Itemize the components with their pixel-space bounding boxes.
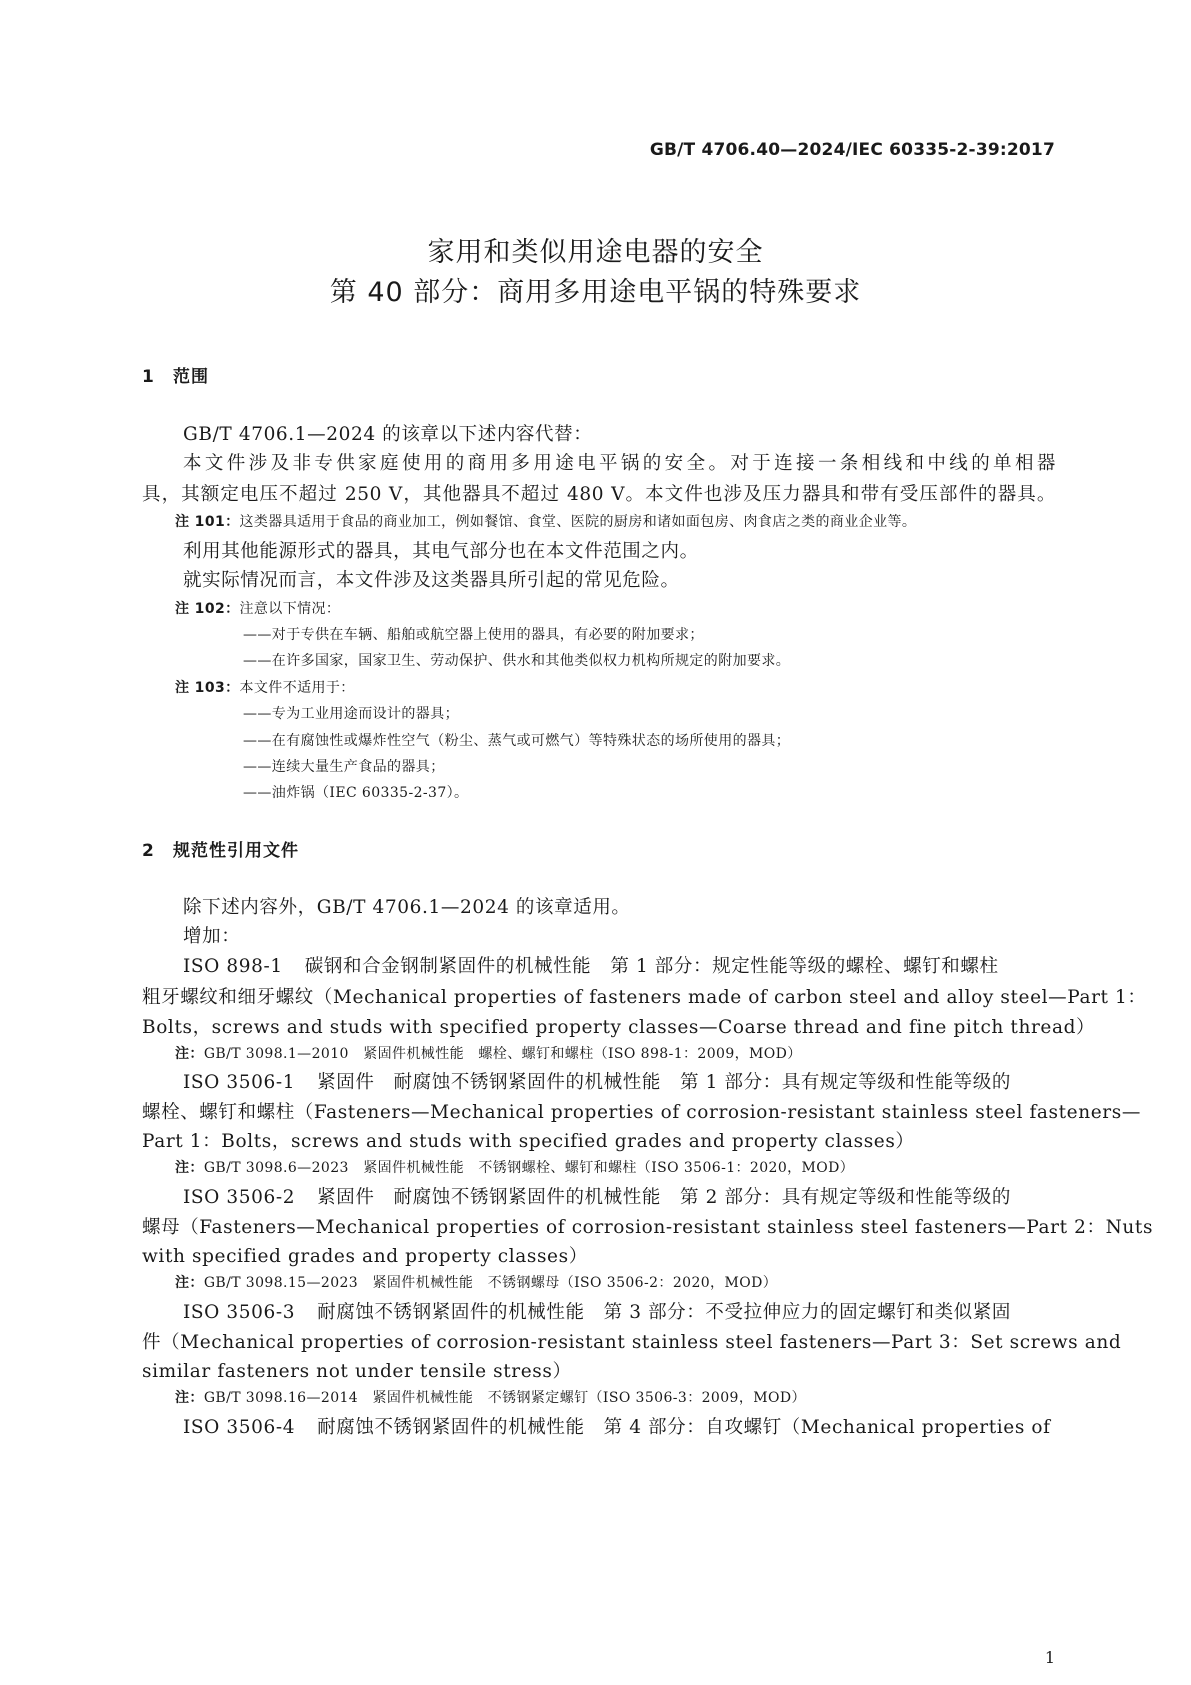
- reference-code: ISO 898-1: [183, 956, 283, 977]
- reference-entry: [183, 952, 999, 978]
- reference-entry: [183, 1413, 1051, 1439]
- scope-paragraph-line2: 具，其额定电压不超过 250 V，其他器具不超过 480 V。本文件也涉及压力器具和带有受压部件的器具。: [142, 484, 1056, 505]
- note-text: GB/T 3098.1—2010 紧固件机械性能 螺栓、螺钉和螺柱（ISO 898-1：2009，MOD）: [203, 1046, 802, 1062]
- reference-code: ISO 3506-1: [183, 1072, 296, 1093]
- note-label: 注 101：: [175, 514, 240, 530]
- scope-paragraph-line1: 本文件涉及非专供家庭使用的商用多用途电平锅的安全。对于连接一条相线和中线的单相器: [183, 453, 1056, 474]
- section-2-intro: 除下述内容外，GB/T 4706.1—2024 的该章适用。: [183, 897, 631, 918]
- page-number: 1: [1044, 1648, 1055, 1667]
- section-title: 规范性引用文件: [173, 841, 299, 861]
- reference-note: [175, 1157, 854, 1177]
- reference-title: 紧固件 耐腐蚀不锈钢紧固件的机械性能 第 1 部分：具有规定等级和性能等级的: [317, 1072, 1011, 1093]
- note-103-item: ——在有腐蚀性或爆炸性空气（粉尘、蒸气或可燃气）等特殊状态的场所使用的器具；: [243, 733, 791, 749]
- note-103-item: ——专为工业用途而设计的器具；: [243, 706, 459, 722]
- note-label: 注：: [175, 1160, 204, 1176]
- reference-line: similar fasteners not under tensile stress）: [142, 1361, 572, 1382]
- reference-line: 螺母（Fasteners—Mechanical properties of corrosion-resistant stainless steel fasteners—Part 2：Nuts: [142, 1217, 1154, 1238]
- section-1-heading: [142, 362, 209, 387]
- reference-code: ISO 3506-3: [183, 1302, 296, 1323]
- reference-code: ISO 3506-4: [183, 1417, 296, 1438]
- note-text: 这类器具适用于食品的商业加工，例如餐馆、食堂、医院的厨房和诸如面包房、肉食店之类的商业企业等。: [239, 514, 917, 530]
- document-title-line2: 第 40 部分：商用多用途电平锅的特殊要求: [329, 277, 862, 308]
- reference-title: 耐腐蚀不锈钢紧固件的机械性能 第 3 部分：不受拉伸应力的固定螺钉和类似紧固: [317, 1302, 1011, 1323]
- section-title: 范围: [173, 367, 209, 387]
- note-text: 注意以下情况：: [239, 601, 341, 617]
- scope-paragraph-3: 就实际情况而言，本文件涉及这类器具所引起的常见危险。: [183, 570, 680, 591]
- note-label: 注：: [175, 1275, 204, 1291]
- reference-entry: [183, 1298, 1011, 1324]
- reference-line: 粗牙螺纹和细牙螺纹（Mechanical properties of fasteners made of carbon steel and alloy steel—Part 1：: [142, 987, 1147, 1008]
- reference-note: [175, 1387, 806, 1407]
- note-label: 注 102：: [175, 601, 240, 617]
- note-label: 注：: [175, 1390, 204, 1406]
- standard-number-header: GB/T 4706.40—2024/IEC 60335-2-39:2017: [649, 140, 1055, 160]
- reference-entry: [183, 1068, 1011, 1094]
- note-103-item: ——连续大量生产食品的器具；: [243, 759, 445, 775]
- reference-title: 碳钢和合金钢制紧固件的机械性能 第 1 部分：规定性能等级的螺栓、螺钉和螺柱: [304, 956, 999, 977]
- reference-line: 螺栓、螺钉和螺柱（Fasteners—Mechanical properties of corrosion-resistant stainless steel fasteners—: [142, 1102, 1141, 1123]
- reference-entry: [183, 1183, 1011, 1209]
- note-103-item: ——油炸锅（IEC 60335-2-37）。: [243, 785, 469, 801]
- section-number: 1: [142, 367, 155, 387]
- document-title-line1: 家用和类似用途电器的安全: [427, 237, 764, 268]
- note-102: [175, 598, 340, 618]
- reference-note: [175, 1272, 777, 1292]
- reference-code: ISO 3506-2: [183, 1187, 296, 1208]
- section-2-heading: [142, 836, 299, 861]
- section-2-addition: 增加：: [183, 926, 241, 947]
- note-102-item: ——对于专供在车辆、船舶或航空器上使用的器具，有必要的附加要求；: [243, 627, 704, 643]
- note-102-item: ——在许多国家，国家卫生、劳动保护、供水和其他类似权力机构所规定的附加要求。: [243, 653, 791, 669]
- scope-paragraph-2: 利用其他能源形式的器具，其电气部分也在本文件范围之内。: [183, 541, 699, 562]
- section-number: 2: [142, 841, 155, 861]
- reference-title: 耐腐蚀不锈钢紧固件的机械性能 第 4 部分：自攻螺钉（Mechanical properties of: [317, 1417, 1051, 1438]
- note-103: [175, 677, 355, 697]
- note-label: 注：: [175, 1046, 204, 1062]
- reference-line: Bolts，screws and studs with specified property classes—Coarse thread and fine pitch thread）: [142, 1017, 1096, 1038]
- note-text: 本文件不适用于：: [239, 680, 355, 696]
- reference-line: 件（Mechanical properties of corrosion-resistant stainless steel fasteners—Part 3：Set screws and: [142, 1332, 1122, 1353]
- reference-note: [175, 1043, 802, 1063]
- note-text: GB/T 3098.15—2023 紧固件机械性能 不锈钢螺母（ISO 3506-2：2020，MOD）: [203, 1275, 778, 1291]
- section-1-intro: GB/T 4706.1—2024 的该章以下述内容代替：: [183, 424, 593, 445]
- note-101: [175, 511, 916, 531]
- note-text: GB/T 3098.6—2023 紧固件机械性能 不锈钢螺栓、螺钉和螺柱（ISO 3506-1：2020，MOD）: [203, 1160, 855, 1176]
- reference-line: Part 1：Bolts，screws and studs with specified grades and property classes）: [142, 1131, 915, 1152]
- reference-title: 紧固件 耐腐蚀不锈钢紧固件的机械性能 第 2 部分：具有规定等级和性能等级的: [317, 1187, 1011, 1208]
- note-label: 注 103：: [175, 680, 240, 696]
- reference-line: with specified grades and property classes）: [142, 1246, 588, 1267]
- note-text: GB/T 3098.16—2014 紧固件机械性能 不锈钢紧定螺钉（ISO 3506-3：2009，MOD）: [203, 1390, 806, 1406]
